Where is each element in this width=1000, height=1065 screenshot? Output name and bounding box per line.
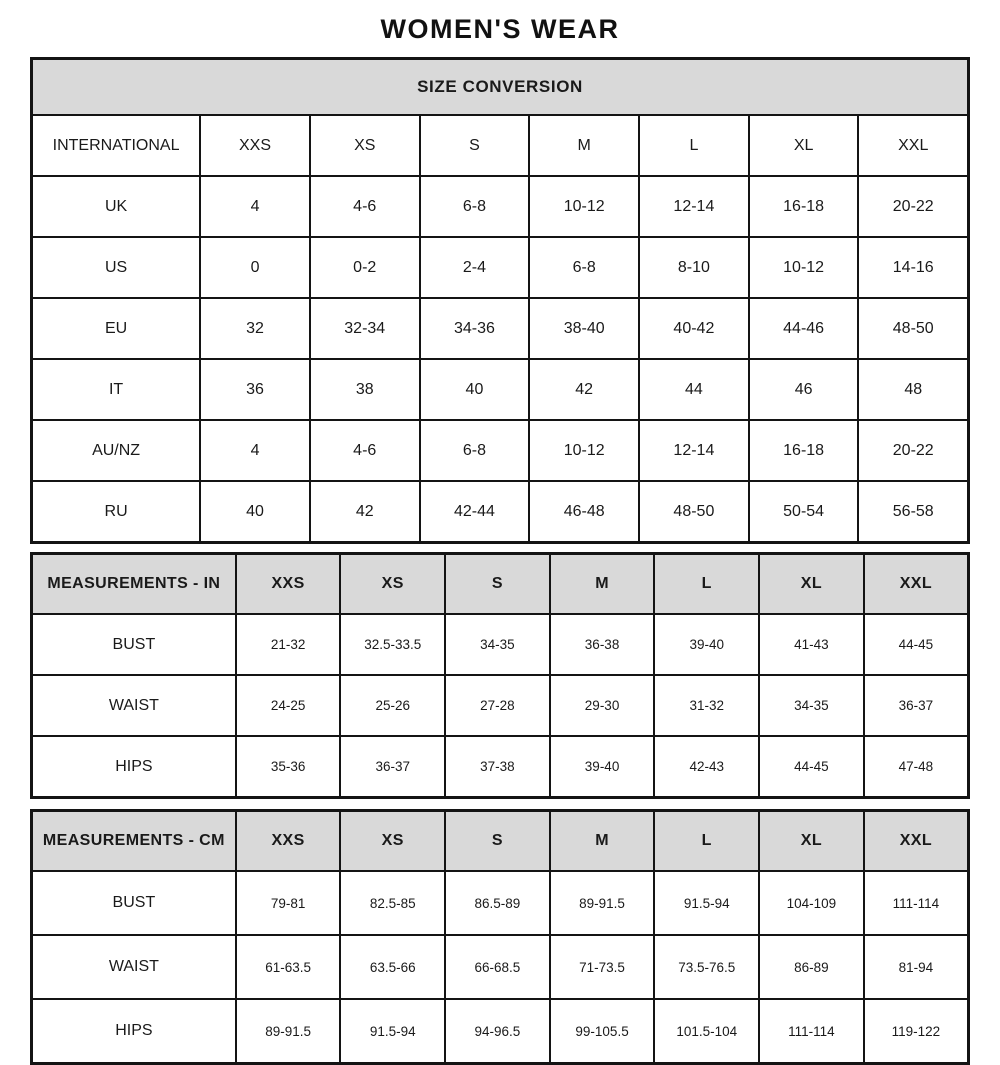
- column-header: L: [639, 115, 749, 176]
- row-label: IT: [32, 359, 201, 420]
- measure-cell: 34-35: [759, 675, 864, 736]
- column-header: XL: [759, 811, 864, 872]
- measure-cell: 86.5-89: [445, 871, 550, 935]
- table-row: [32, 59, 969, 116]
- column-header: XXL: [864, 554, 969, 615]
- measure-cell: 99-105.5: [550, 999, 655, 1064]
- table-row-bust-in: [32, 614, 969, 675]
- measure-cell: 36-37: [864, 675, 969, 736]
- table-row-waist-in: [32, 675, 969, 736]
- column-header: XXS: [200, 115, 310, 176]
- column-header: XXL: [858, 115, 968, 176]
- column-header: M: [550, 554, 655, 615]
- measure-cell: 86-89: [759, 935, 864, 999]
- size-cell: 42: [310, 481, 420, 543]
- measure-cell: 61-63.5: [236, 935, 341, 999]
- measure-cell: 35-36: [236, 736, 341, 798]
- measure-cell: 47-48: [864, 736, 969, 798]
- size-conversion-header: SIZE CONVERSION: [32, 59, 969, 116]
- measure-cell: 24-25: [236, 675, 341, 736]
- size-cell: 46: [749, 359, 859, 420]
- measure-cell: 82.5-85: [340, 871, 445, 935]
- measure-cell: 39-40: [550, 736, 655, 798]
- table-row-ru: [32, 481, 969, 543]
- size-cell: 42: [529, 359, 639, 420]
- measure-cell: 91.5-94: [654, 871, 759, 935]
- size-cell: 48-50: [639, 481, 749, 543]
- measure-cell: 119-122: [864, 999, 969, 1064]
- size-cell: 56-58: [858, 481, 968, 543]
- row-label: WAIST: [32, 935, 236, 999]
- column-header: XXS: [236, 554, 341, 615]
- size-cell: 12-14: [639, 176, 749, 237]
- size-cell: 12-14: [639, 420, 749, 481]
- size-cell: 50-54: [749, 481, 859, 543]
- size-cell: 8-10: [639, 237, 749, 298]
- size-cell: 2-4: [420, 237, 530, 298]
- measure-cell: 71-73.5: [550, 935, 655, 999]
- size-cell: 36: [200, 359, 310, 420]
- column-header: S: [445, 554, 550, 615]
- measure-cell: 44-45: [759, 736, 864, 798]
- measure-cell: 34-35: [445, 614, 550, 675]
- column-header: XL: [759, 554, 864, 615]
- measure-cell: 32.5-33.5: [340, 614, 445, 675]
- row-label: BUST: [32, 614, 236, 675]
- size-cell: 44: [639, 359, 749, 420]
- size-cell: 46-48: [529, 481, 639, 543]
- size-cell: 10-12: [529, 176, 639, 237]
- measure-cell: 41-43: [759, 614, 864, 675]
- column-header: XXL: [864, 811, 969, 872]
- size-cell: 20-22: [858, 420, 968, 481]
- measure-cell: 44-45: [864, 614, 969, 675]
- size-cell: 0-2: [310, 237, 420, 298]
- size-cell: 20-22: [858, 176, 968, 237]
- measurements-in-header: MEASUREMENTS - IN: [32, 554, 236, 615]
- measure-cell: 101.5-104: [654, 999, 759, 1064]
- size-cell: 32-34: [310, 298, 420, 359]
- table-row-aunz: [32, 420, 969, 481]
- measure-cell: 63.5-66: [340, 935, 445, 999]
- measure-cell: 36-37: [340, 736, 445, 798]
- size-cell: 42-44: [420, 481, 530, 543]
- size-cell: 40: [200, 481, 310, 543]
- row-label: RU: [32, 481, 201, 543]
- measure-cell: 91.5-94: [340, 999, 445, 1064]
- column-header: XS: [340, 811, 445, 872]
- size-cell: 16-18: [749, 176, 859, 237]
- measure-cell: 79-81: [236, 871, 341, 935]
- row-label: HIPS: [32, 999, 236, 1064]
- page-title: WOMEN'S WEAR: [380, 14, 620, 44]
- size-conversion-table: [30, 57, 970, 544]
- size-cell: 10-12: [749, 237, 859, 298]
- measure-cell: 89-91.5: [236, 999, 341, 1064]
- size-cell: 16-18: [749, 420, 859, 481]
- measure-cell: 104-109: [759, 871, 864, 935]
- table-row: [32, 115, 969, 176]
- measurements-cm-table: [30, 809, 970, 1065]
- size-cell: 6-8: [420, 176, 530, 237]
- row-label: HIPS: [32, 736, 236, 798]
- column-header: M: [529, 115, 639, 176]
- table-row-hips-in: [32, 736, 969, 798]
- size-cell: 48-50: [858, 298, 968, 359]
- size-cell: 4: [200, 176, 310, 237]
- size-cell: 40-42: [639, 298, 749, 359]
- size-cell: 38-40: [529, 298, 639, 359]
- column-header: L: [654, 811, 759, 872]
- row-label: AU/NZ: [32, 420, 201, 481]
- measure-cell: 21-32: [236, 614, 341, 675]
- size-cell: 38: [310, 359, 420, 420]
- measure-cell: 81-94: [864, 935, 969, 999]
- row-label: BUST: [32, 871, 236, 935]
- column-header: S: [420, 115, 530, 176]
- measure-cell: 111-114: [759, 999, 864, 1064]
- row-label: EU: [32, 298, 201, 359]
- table-row-waist-cm: [32, 935, 969, 999]
- measure-cell: 27-28: [445, 675, 550, 736]
- size-cell: 48: [858, 359, 968, 420]
- size-cell: 44-46: [749, 298, 859, 359]
- table-row: [32, 554, 969, 615]
- row-label: UK: [32, 176, 201, 237]
- measure-cell: 25-26: [340, 675, 445, 736]
- table-row-bust-cm: [32, 871, 969, 935]
- table-row-eu: [32, 298, 969, 359]
- size-cell: 0: [200, 237, 310, 298]
- measurements-in-table: [30, 552, 970, 799]
- column-header: S: [445, 811, 550, 872]
- size-cell: 14-16: [858, 237, 968, 298]
- column-header: XL: [749, 115, 859, 176]
- table-row-us: [32, 237, 969, 298]
- size-cell: 4: [200, 420, 310, 481]
- measure-cell: 111-114: [864, 871, 969, 935]
- size-cell: 6-8: [420, 420, 530, 481]
- measure-cell: 39-40: [654, 614, 759, 675]
- size-cell: 4-6: [310, 420, 420, 481]
- measure-cell: 37-38: [445, 736, 550, 798]
- measure-cell: 66-68.5: [445, 935, 550, 999]
- table-row-it: [32, 359, 969, 420]
- column-header: INTERNATIONAL: [32, 115, 201, 176]
- size-cell: 32: [200, 298, 310, 359]
- row-label: US: [32, 237, 201, 298]
- measure-cell: 29-30: [550, 675, 655, 736]
- measure-cell: 94-96.5: [445, 999, 550, 1064]
- column-header: L: [654, 554, 759, 615]
- size-cell: 40: [420, 359, 530, 420]
- measure-cell: 73.5-76.5: [654, 935, 759, 999]
- measure-cell: 36-38: [550, 614, 655, 675]
- size-cell: 6-8: [529, 237, 639, 298]
- column-header: XXS: [236, 811, 341, 872]
- column-header: M: [550, 811, 655, 872]
- size-cell: 34-36: [420, 298, 530, 359]
- table-row: [32, 811, 969, 872]
- table-row-hips-cm: [32, 999, 969, 1064]
- measure-cell: 31-32: [654, 675, 759, 736]
- size-cell: 10-12: [529, 420, 639, 481]
- table-row-uk: [32, 176, 969, 237]
- measure-cell: 42-43: [654, 736, 759, 798]
- size-cell: 4-6: [310, 176, 420, 237]
- measure-cell: 89-91.5: [550, 871, 655, 935]
- row-label: WAIST: [32, 675, 236, 736]
- measurements-cm-header: MEASUREMENTS - CM: [32, 811, 236, 872]
- column-header: XS: [340, 554, 445, 615]
- column-header: XS: [310, 115, 420, 176]
